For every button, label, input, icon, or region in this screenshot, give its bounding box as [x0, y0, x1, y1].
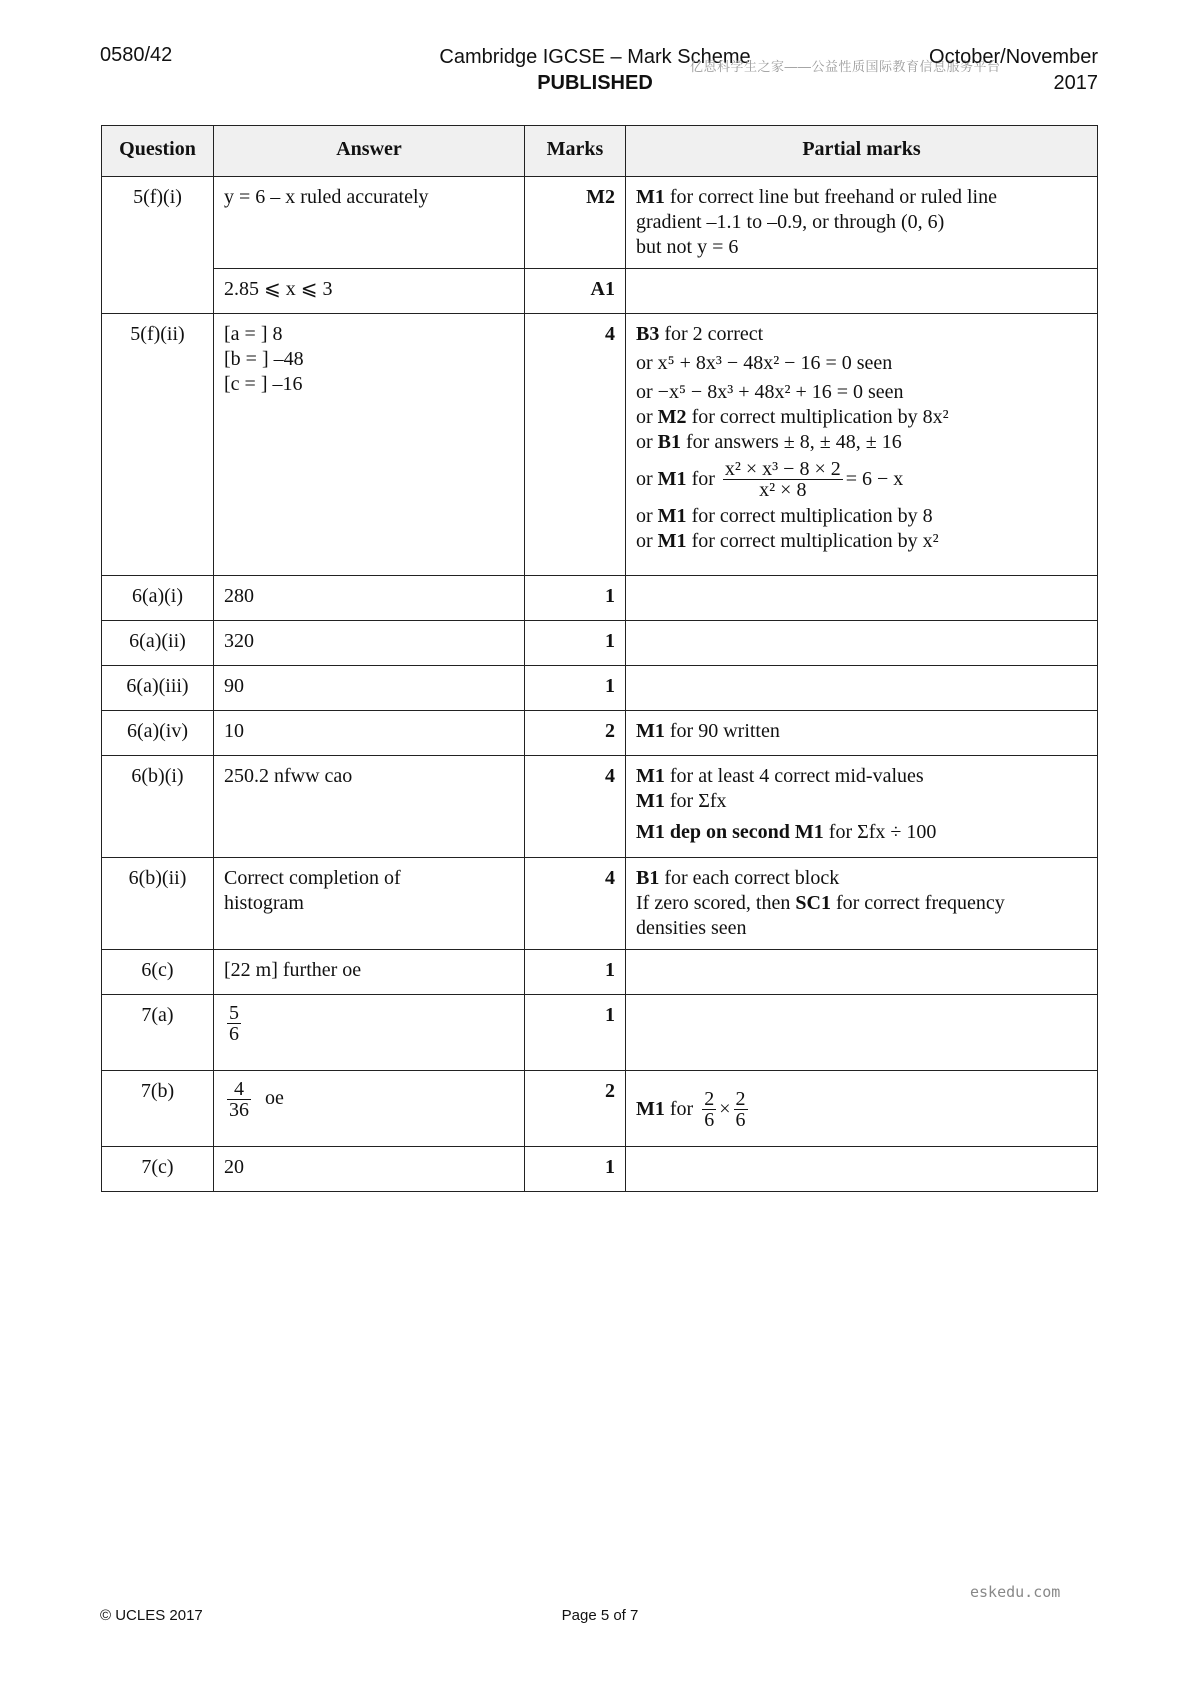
partial-fraction-line: [636, 1089, 1087, 1130]
question-cell: 5(f)(i): [102, 177, 214, 314]
partial-marks-cell: [626, 314, 1098, 576]
partial-line: but not y = 6: [636, 236, 739, 258]
question-cell: 7(c): [102, 1147, 214, 1192]
partial-line: B1 for each correct block: [636, 867, 840, 889]
answer-cell: 90: [214, 666, 525, 711]
answer-cell: 250.2 nfww cao: [214, 756, 525, 858]
answer-cell: y = 6 – x ruled accurately: [214, 177, 525, 269]
marks-cell: A1: [525, 269, 626, 314]
fraction-numerator: 4: [227, 1079, 251, 1100]
partial-line: or −x⁵ − 8x³ + 48x² + 16 = 0 seen: [636, 381, 904, 403]
session-year: 2017: [1053, 72, 1098, 94]
partial-line: M1 for Σfx: [636, 790, 727, 812]
partial-line: M1 for at least 4 correct mid-values: [636, 765, 924, 787]
question-cell: 6(a)(iv): [102, 711, 214, 756]
table-row: [102, 666, 1098, 711]
partial-line: gradient –1.1 to –0.9, or through (0, 6): [636, 211, 945, 233]
marks-cell: 2: [525, 711, 626, 756]
session-label: October/November: [929, 46, 1098, 68]
partial-marks-cell: [626, 858, 1098, 950]
fraction-denominator: 6: [229, 1023, 239, 1045]
partial-line: If zero scored, then SC1 for correct frequency: [636, 892, 1005, 914]
answer-cell: 10: [214, 711, 525, 756]
answer-cell: 2.85 ⩽ x ⩽ 3: [214, 269, 525, 314]
question-cell: 6(b)(i): [102, 756, 214, 858]
fraction: [723, 459, 843, 500]
fraction-numerator: 2: [704, 1088, 715, 1110]
answer-suffix: oe: [265, 1087, 284, 1110]
table-row: [102, 711, 1098, 756]
answer-line: histogram: [224, 892, 304, 914]
marks-cell: 1: [525, 995, 626, 1071]
answer-line: [a = ] 8: [224, 323, 283, 345]
footer-page-number: Page 5 of 7: [561, 1607, 639, 1624]
marks-cell: 1: [525, 621, 626, 666]
partial-line: M1 for: [636, 1098, 694, 1120]
partial-line: or B1 for answers ± 8, ± 48, ± 16: [636, 431, 902, 453]
marks-cell: 1: [525, 950, 626, 995]
fraction: [702, 1089, 716, 1130]
partial-line: densities seen: [636, 917, 747, 939]
table-row: [102, 858, 1098, 950]
question-cell: 6(b)(ii): [102, 858, 214, 950]
answer-line: [c = ] –16: [224, 373, 303, 395]
table-header-row: [102, 126, 1098, 177]
header-question: Question: [102, 126, 214, 177]
document-code: 0580/42: [100, 44, 173, 66]
fraction-denominator: 36: [229, 1099, 249, 1121]
fraction: [227, 1079, 251, 1120]
partial-line: M1 dep on second M1 for Σfx ÷ 100: [636, 821, 937, 843]
table-row: [102, 756, 1098, 858]
partial-line: or M1 for correct multiplication by x²: [636, 530, 939, 552]
marks-cell: M2: [525, 177, 626, 269]
answer-cell: [214, 858, 525, 950]
partial-line: or x⁵ + 8x³ − 48x² − 16 = 0 seen: [636, 352, 893, 374]
marks-cell: 4: [525, 756, 626, 858]
partial-line: or M2 for correct multiplication by 8x²: [636, 406, 949, 428]
marks-cell: 1: [525, 576, 626, 621]
table-row: [102, 177, 1098, 269]
partial-line: or M1 for: [636, 468, 715, 490]
partial-line: M1 for correct line but freehand or ruled line: [636, 186, 997, 208]
table-row: [102, 1147, 1098, 1192]
question-cell: 6(a)(ii): [102, 621, 214, 666]
partial-marks-cell: [626, 177, 1098, 269]
header-answer: Answer: [214, 126, 525, 177]
fraction-numerator: 5: [229, 1002, 239, 1024]
partial-marks-cell: [626, 711, 1098, 756]
answer-cell: [214, 1071, 525, 1147]
fraction-numerator: x² × x³ − 8 × 2: [724, 458, 841, 480]
table-row: [102, 314, 1098, 576]
marks-cell: 4: [525, 858, 626, 950]
question-cell: 6(a)(i): [102, 576, 214, 621]
fraction: [734, 1089, 748, 1130]
answer-cell: [214, 995, 525, 1071]
session-block: [929, 44, 1098, 96]
partial-fraction-line: [636, 459, 1087, 500]
answer-cell: [214, 314, 525, 576]
table-row: [102, 576, 1098, 621]
answer-cell: 320: [214, 621, 525, 666]
table-row: [102, 269, 1098, 314]
fraction-denominator: 6: [704, 1109, 715, 1131]
marks-cell: 1: [525, 1147, 626, 1192]
partial-line: M1 for 90 written: [636, 720, 780, 742]
fraction-rhs: = 6 − x: [845, 468, 904, 490]
question-cell: 6(a)(iii): [102, 666, 214, 711]
marks-cell: 4: [525, 314, 626, 576]
times-sign: ×: [719, 1098, 731, 1120]
header-partial-marks: Partial marks: [626, 126, 1098, 177]
answer-cell: [22 m] further oe: [214, 950, 525, 995]
footer-copyright: © UCLES 2017: [100, 1607, 203, 1624]
answer-cell: 280: [214, 576, 525, 621]
answer-line: [b = ] –48: [224, 348, 304, 370]
fraction-denominator: 6: [735, 1109, 746, 1131]
question-cell: 7(a): [102, 995, 214, 1071]
partial-marks-cell: [626, 995, 1098, 1071]
partial-marks-cell: [626, 576, 1098, 621]
header-marks: Marks: [525, 126, 626, 177]
fraction-numerator: 2: [735, 1088, 746, 1110]
document-title: Cambridge IGCSE – Mark Scheme: [439, 46, 751, 68]
table-row: [102, 1071, 1098, 1147]
fraction: [227, 1003, 241, 1044]
answer-line: Correct completion of: [224, 867, 401, 889]
mark-scheme-table: [101, 125, 1098, 1192]
marks-cell: 2: [525, 1071, 626, 1147]
table-row: [102, 950, 1098, 995]
watermark-text: 亿恩科学生之家——公益性质国际教育信息服务平台: [690, 59, 1001, 74]
document-subtitle: PUBLISHED: [537, 72, 653, 94]
footer-site-watermark: eskedu.com: [970, 1583, 1061, 1601]
fraction-denominator: x² × 8: [759, 479, 807, 501]
question-cell: 6(c): [102, 950, 214, 995]
partial-marks-cell: [626, 1071, 1098, 1147]
marks-cell: 1: [525, 666, 626, 711]
partial-line: or M1 for correct multiplication by 8: [636, 505, 933, 527]
answer-cell: 20: [214, 1147, 525, 1192]
partial-marks-cell: [626, 950, 1098, 995]
partial-marks-cell: [626, 756, 1098, 858]
partial-marks-cell: [626, 269, 1098, 314]
question-cell: 7(b): [102, 1071, 214, 1147]
table-row: [102, 995, 1098, 1071]
table-row: [102, 621, 1098, 666]
partial-marks-cell: [626, 1147, 1098, 1192]
question-cell: 5(f)(ii): [102, 314, 214, 576]
partial-marks-cell: [626, 666, 1098, 711]
partial-line: B3 for 2 correct: [636, 323, 764, 345]
partial-marks-cell: [626, 621, 1098, 666]
